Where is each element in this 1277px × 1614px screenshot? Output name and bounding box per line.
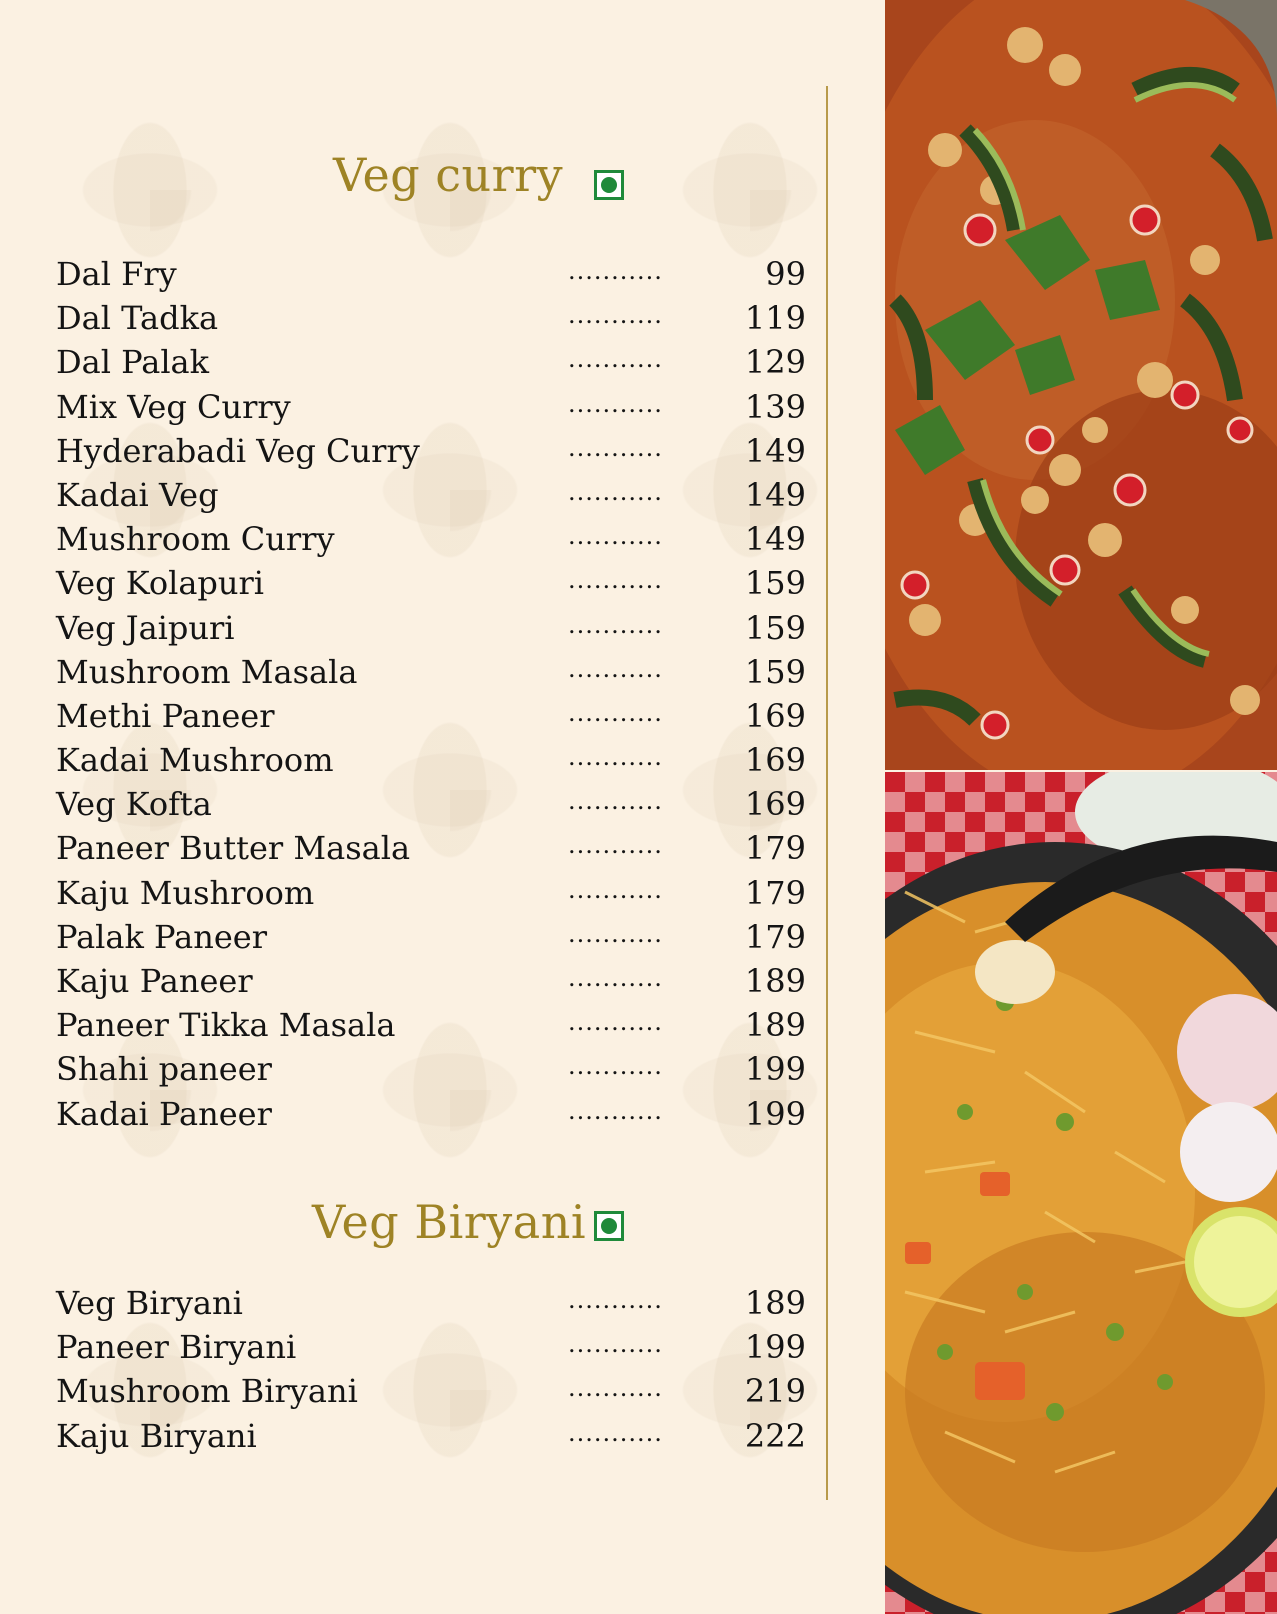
item-dots: ........... [568,831,663,860]
item-name: Shahi paneer [56,1050,272,1089]
item-dots: ........... [568,1418,663,1447]
item-price: 179 [744,873,806,912]
menu-item [56,388,806,432]
menu-item [56,1095,806,1139]
veg-biryani-title: Veg Biryani [312,1195,587,1249]
menu-item [56,255,806,299]
menu-item [56,829,806,873]
item-name: Palak Paneer [56,917,267,956]
item-name: Paneer Biryani [56,1328,297,1367]
menu-item [56,476,806,520]
item-dots: ........... [568,919,663,948]
item-name: Dal Palak [56,343,210,382]
item-price: 169 [744,741,806,780]
menu-item [56,1050,806,1094]
menu-item [56,653,806,697]
item-name: Kadai Veg [56,475,219,514]
item-price: 159 [744,608,806,647]
menu-item [56,1284,806,1328]
menu-item [56,918,806,962]
item-name: Kaju Paneer [56,962,253,1000]
veg-symbol-icon [594,1211,624,1241]
menu-item [56,343,806,387]
item-price: 199 [744,1328,806,1367]
item-dots: ........... [568,301,663,330]
item-price: 149 [744,475,806,514]
menu-item [56,741,806,785]
item-name: Veg Jaipuri [56,608,235,647]
item-dots: ........... [568,1008,663,1037]
item-price: 199 [744,1050,806,1089]
item-dots: ........... [568,1374,663,1403]
column-divider [826,86,828,1500]
veg-curry-list [56,255,806,1139]
item-price: 189 [744,962,806,1000]
menu-item [56,299,806,343]
item-dots: ........... [568,1330,663,1359]
item-name: Mushroom Curry [56,520,335,559]
item-dots: ........... [568,389,663,418]
veg-biryani-photo [885,772,1277,1614]
item-name: Kaju Biryani [56,1416,257,1455]
menu-item [56,1328,806,1372]
item-dots: ........... [568,566,663,595]
item-price: 169 [744,696,806,735]
item-dots: ........... [568,1096,663,1125]
item-price: 179 [744,829,806,868]
item-name: Hyderabadi Veg Curry [56,431,420,470]
item-dots: ........... [568,257,663,285]
menu-item [56,785,806,829]
menu-item [56,609,806,653]
item-price: 189 [744,1006,806,1045]
item-dots: ........... [568,345,663,374]
item-price: 189 [744,1284,806,1322]
item-name: Kadai Mushroom [56,741,334,780]
item-dots: ........... [568,1286,663,1314]
item-name: Methi Paneer [56,696,275,735]
item-dots: ........... [568,743,663,772]
item-price: 139 [744,387,806,426]
item-dots: ........... [568,433,663,462]
item-dots: ........... [568,477,663,506]
item-dots: ........... [568,522,663,551]
item-price: 159 [744,652,806,691]
menu-item [56,1417,806,1461]
item-name: Veg Kolapuri [56,564,265,603]
menu-item [56,1006,806,1050]
item-name: Mushroom Masala [56,652,358,691]
item-dots: ........... [568,698,663,727]
item-name: Dal Fry [56,255,177,293]
item-dots: ........... [568,964,663,992]
item-name: Veg Kofta [56,785,212,824]
item-name: Kadai Paneer [56,1094,272,1133]
menu-item [56,520,806,564]
item-price: 129 [744,343,806,382]
menu-item [56,1372,806,1416]
menu-item [56,697,806,741]
veg-curry-title: Veg curry [333,148,564,202]
veg-curry-photo [885,0,1277,770]
item-price: 169 [744,785,806,824]
veg-symbol-icon [594,170,624,200]
veg-biryani-list [56,1284,806,1461]
item-name: Mix Veg Curry [56,387,291,426]
item-name: Paneer Butter Masala [56,829,411,868]
item-price: 99 [765,255,806,293]
item-dots: ........... [568,787,663,816]
item-price: 119 [744,299,806,338]
item-dots: ........... [568,875,663,904]
item-name: Kaju Mushroom [56,873,315,912]
item-dots: ........... [568,610,663,639]
item-price: 222 [744,1416,806,1455]
item-price: 199 [744,1094,806,1133]
item-price: 159 [744,564,806,603]
item-name: Veg Biryani [56,1284,243,1322]
item-name: Paneer Tikka Masala [56,1006,396,1045]
menu-item [56,874,806,918]
item-price: 149 [744,520,806,559]
item-name: Dal Tadka [56,299,219,338]
item-dots: ........... [568,654,663,683]
menu-item [56,962,806,1006]
item-price: 219 [744,1372,806,1411]
menu-item [56,564,806,608]
item-name: Mushroom Biryani [56,1372,358,1411]
item-price: 149 [744,431,806,470]
menu-item [56,432,806,476]
item-price: 179 [744,917,806,956]
item-dots: ........... [568,1052,663,1081]
